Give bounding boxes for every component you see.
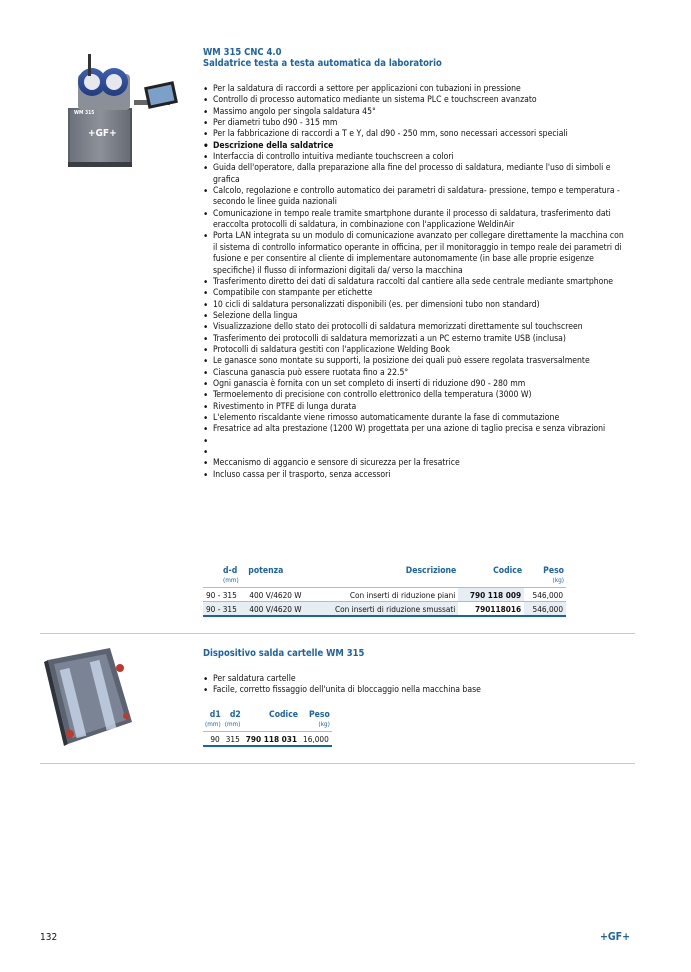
welding-machine-image (40, 46, 190, 172)
feature-item: • Termoelemento di precisione con controllo elettronico della temperatura (3000 W) (203, 390, 628, 401)
product2-feature-list (203, 674, 628, 697)
table-row (203, 602, 566, 617)
feature-item: • Fresatrice ad alta prestazione (1200 W) progettata per una azione di taglio precisa e senza vibrazioni (203, 424, 628, 435)
feature-item: • L'elemento riscaldante viene rimosso automaticamente durante la fase di commutazione (203, 413, 628, 424)
product1-feature-list (203, 84, 628, 481)
col-unit-potenza (246, 576, 313, 588)
cell-descrizione: Con inserti di riduzione piani (313, 588, 458, 602)
cell-potenza: 400 V/4620 W (246, 602, 313, 617)
col-unit-d2: (mm) (224, 720, 241, 728)
col-unit-codice (458, 576, 524, 588)
cell-dd: 90 - 315 (203, 602, 246, 617)
feature-item: • Le ganasce sono montate su supporti, la posizione dei quali può essere regolata trasversalmente (203, 356, 628, 367)
col-header-d2: d2 (229, 710, 241, 720)
cell-d2: 315 (223, 732, 243, 747)
cell-peso: 546,000 (524, 588, 566, 602)
machine-gf-logo: +GF+ (88, 128, 117, 139)
col-header-peso: Peso (543, 566, 564, 576)
feature-item: • Ogni ganascia è fornita con un set completo di inserti di riduzione d90 - 280 mm (203, 379, 628, 390)
cell-descrizione: Con inserti di riduzione smussati (313, 602, 458, 617)
cell-d1: 90 (203, 732, 223, 747)
col-header-dd: d-d (223, 566, 238, 576)
cell-codice: 790 118 009 (458, 588, 524, 602)
feature-item: • Incluso cassa per il trasporto, senza accessori (203, 470, 628, 481)
product1-title: WM 315 CNC 4.0 (203, 47, 282, 58)
feature-item: • Visualizzazione dello stato dei protocolli di saldatura memorizzati direttamente sul touchscreen (203, 322, 628, 333)
cell-peso: 546,000 (524, 602, 566, 617)
feature-item: • Calcolo, regolazione e controllo automatico dei parametri di saldatura- pressione, tempo e temperatura - secondo le linee guida nazionali (203, 186, 628, 209)
feature-item: • Trasferimento dei protocolli di saldatura memorizzati a un PC esterno tramite USB (inclusa) (203, 334, 628, 345)
feature-item: • Trasferimento diretto dei dati di saldatura raccolti dal cantiere alla sede centrale mediante smartphone (203, 277, 628, 288)
clamping-device-image (40, 646, 140, 750)
col-unit-d1: (mm) (205, 720, 221, 728)
feature-item: • Selezione della lingua (203, 311, 628, 322)
page-number: 132 (40, 932, 58, 943)
product2-title: Dispositivo salda cartelle WM 315 (203, 648, 365, 659)
feature-item: • 10 cicli di saldatura personalizzati disponibili (es. per dimensioni tubo non standard) (203, 300, 628, 311)
gf-logo: +GF+ (600, 931, 631, 943)
col-header-peso: Peso (308, 710, 330, 720)
feature-item: • Comunicazione in tempo reale tramite smartphone durante il processo di saldatura, trasferimento dati eraccolta protocolli di saldatura, in combinazione con l'applicazione WeldinAir (203, 209, 628, 232)
feature-item: • Meccanismo di aggancio e sensore di sicurezza per la fresatrice (203, 458, 628, 469)
product2-spec-table (203, 710, 332, 747)
section-divider (40, 763, 635, 764)
feature-item: • Per diametri tubo d90 - 315 mm (203, 118, 628, 129)
feature-item: • Ciascuna ganascia può essere ruotata fino a 22.5° (203, 368, 628, 379)
col-header-potenza: potenza (248, 566, 284, 576)
feature-item: • Per saldatura cartelle (203, 674, 628, 685)
col-header-d1: d1 (209, 710, 221, 720)
cell-potenza: 400 V/4620 W (246, 588, 313, 602)
cell-dd: 90 - 315 (203, 588, 246, 602)
cell-codice: 790 118 031 (243, 732, 300, 747)
feature-item (203, 447, 628, 458)
col-header-codice: Codice (493, 566, 523, 576)
col-header-descrizione: Descrizione (405, 566, 457, 576)
feature-item (203, 436, 628, 447)
feature-item: • Descrizione della saldatrice (203, 141, 628, 152)
table-row (203, 732, 332, 747)
cell-peso: 16,000 (300, 732, 332, 747)
col-unit-peso: (kg) (318, 720, 330, 728)
col-unit-descrizione (313, 576, 458, 588)
feature-item: • Protocolli di saldatura gestiti con l'applicazione Welding Book (203, 345, 628, 356)
product2-spec-table-wrap (203, 710, 332, 747)
col-unit-peso: (kg) (552, 576, 564, 584)
col-unit-codice (243, 720, 300, 732)
feature-item: • Controllo di processo automatico mediante un sistema PLC e touchscreen avanzato (203, 95, 628, 106)
machine-model-label: WM 315 (74, 110, 95, 116)
product1-image (40, 46, 190, 172)
feature-item: • Per la fabbricazione di raccordi a T e Y, dal d90 - 250 mm, sono necessari accessori speciali (203, 129, 628, 140)
product2-image (40, 646, 140, 750)
feature-item: • Porta LAN integrata su un modulo di comunicazione avanzato per collegare direttamente la macchina con il sistema di controllo informatico operante in officina, per il monitoraggio in tempo reale dei parametri di fusione e per consentire al cliente di implementare autonomamente (in base alle proprie esigenze specifiche) il flusso di informazioni digitali da/ verso la macchina (203, 231, 628, 276)
product1-spec-table-wrap (203, 566, 566, 617)
feature-item: • Compatibile con stampante per etichette (203, 288, 628, 299)
col-header-codice: Codice (269, 710, 299, 720)
feature-item: • Guida dell'operatore, dalla preparazione alla fine del processo di saldatura, mediante l'uso di simboli e grafica (203, 163, 628, 186)
feature-item: • Massimo angolo per singola saldatura 45° (203, 107, 628, 118)
product1-subtitle: Saldatrice testa a testa automatica da laboratorio (203, 58, 442, 69)
cell-codice: 790118016 (458, 602, 524, 617)
feature-item: • Rivestimento in PTFE di lunga durata (203, 402, 628, 413)
section-divider (40, 633, 635, 634)
product1-spec-table (203, 566, 566, 617)
feature-item: • Interfaccia di controllo intuitiva mediante touchscreen a colori (203, 152, 628, 163)
table-row (203, 588, 566, 602)
feature-item: • Per la saldatura di raccordi a settore per applicazioni con tubazioni in pressione (203, 84, 628, 95)
col-unit-dd: (mm) (223, 576, 239, 584)
feature-item: • Facile, corretto fissaggio dell'unita di bloccaggio nella macchina base (203, 685, 628, 696)
